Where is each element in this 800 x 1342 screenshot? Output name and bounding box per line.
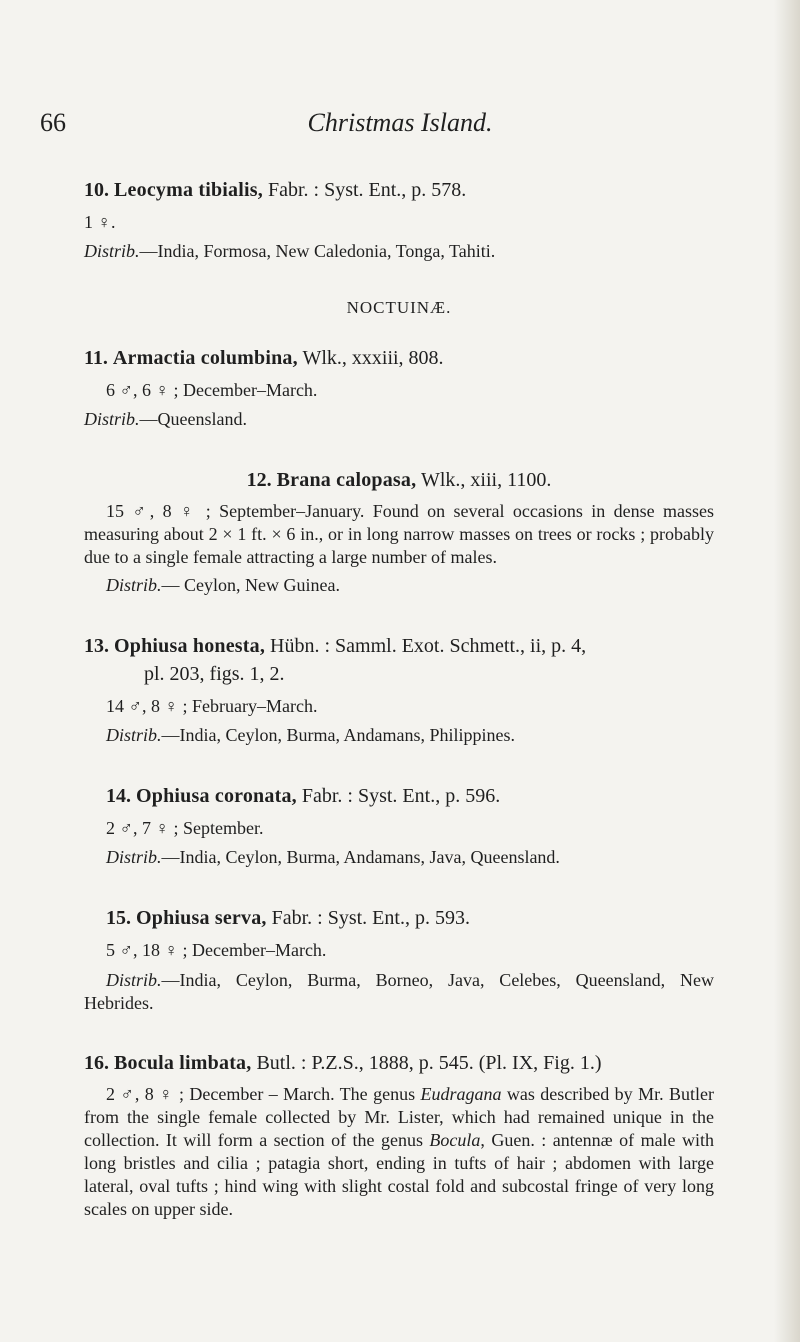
distrib-text: —India, Formosa, New Caledonia, Tonga, Tahiti. <box>139 241 496 261</box>
entry-number: 13. <box>84 635 109 657</box>
citation: Wlk., xiii, 1100. <box>420 469 552 491</box>
entry-number: 12. <box>246 469 272 491</box>
distribution-line <box>106 845 714 870</box>
page-edge-shadow <box>774 0 800 1342</box>
specimens-line: 2 ♂, 7 ♀ ; September. <box>106 818 264 838</box>
distrib-label: Distrib. <box>106 847 162 867</box>
species-name: Ophiusa serva, <box>136 907 267 929</box>
citation: Fabr. : Syst. Ent., p. 596. <box>301 785 501 807</box>
specimens-line: 14 ♂, 8 ♀ ; February–March. <box>106 696 318 716</box>
species-name: Armactia columbina, <box>112 347 298 369</box>
entry-15 <box>84 904 714 1015</box>
genus-name: Eudragana <box>420 1084 502 1104</box>
notes-text: was described by Mr. Butler from the single female collected by Mr. Lister, which had remained unique in the collection. It will form a section of the genus <box>84 1084 714 1150</box>
entry-16 <box>84 1049 714 1221</box>
citation: Butl. : P.Z.S., 1888, p. 545. (Pl. IX, Fig. 1.) <box>256 1052 602 1074</box>
entry-notes <box>84 1083 714 1221</box>
entry-number: 16. <box>84 1052 109 1074</box>
entry-11 <box>84 344 714 432</box>
entry-heading <box>84 344 714 372</box>
distrib-label: Distrib. <box>106 575 162 595</box>
entry-number: 11. <box>84 347 108 369</box>
distrib-text: —India, Ceylon, Burma, Borneo, Java, Celebes, Queensland, New Hebrides. <box>84 970 714 1013</box>
entry-14 <box>84 782 714 870</box>
species-name: Leocyma tibialis, <box>114 179 263 201</box>
distribution-line <box>106 723 714 748</box>
entry-number: 15. <box>106 907 131 929</box>
citation-continued: pl. 203, figs. 1, 2. <box>144 663 285 685</box>
genus-name: Bocula <box>429 1130 481 1150</box>
citation: Fabr. : Syst. Ent., p. 578. <box>267 179 467 201</box>
distrib-label: Distrib. <box>84 409 140 429</box>
entry-notes: 15 ♂, 8 ♀ ; September–January. Found on several occasions in dense masses measuring about 2 × 1 ft. × 6 in., or in long narrow masses on trees or rocks ; probably due to a single female attracting a large number of males. <box>84 501 714 567</box>
specimens-line: 1 ♀. <box>84 212 116 232</box>
distribution-line <box>84 239 714 264</box>
entry-heading <box>84 466 714 494</box>
citation: Fabr. : Syst. Ent., p. 593. <box>271 907 470 929</box>
distribution-line <box>84 969 714 1015</box>
distrib-text: —India, Ceylon, Burma, Andamans, Philippines. <box>161 725 515 745</box>
entry-number: 14. <box>106 785 131 807</box>
page-header <box>0 108 800 148</box>
distribution-line <box>84 407 714 432</box>
species-name: Ophiusa honesta, <box>114 635 266 657</box>
distrib-label: Distrib. <box>84 241 140 261</box>
citation: Wlk., xxxiii, 808. <box>302 347 444 369</box>
page-number: 66 <box>40 108 66 137</box>
notes-text: , Guen. : antennæ of male with long bristles and cilia ; patagia short, ending in tufts of hair ; abdomen with large lateral, oval tufts ; hind wing with slight costal fold and subcostal fringe of very long scales on upper side. <box>84 1130 714 1219</box>
distribution-line <box>106 573 714 598</box>
distrib-text: —Queensland. <box>139 409 247 429</box>
specimens-line: 6 ♂, 6 ♀ ; December–March. <box>106 380 318 400</box>
species-name: Ophiusa coronata, <box>136 785 297 807</box>
entry-heading <box>84 632 714 688</box>
entry-heading <box>84 176 714 204</box>
species-name: Brana calopasa, <box>276 469 417 491</box>
entry-12 <box>84 466 714 598</box>
entry-heading <box>84 1049 714 1077</box>
distrib-text: — Ceylon, New Guinea. <box>161 575 340 595</box>
entry-heading <box>84 782 714 810</box>
citation: Hübn. : Samml. Exot. Schmett., ii, p. 4, <box>270 635 587 657</box>
entry-heading <box>84 904 714 932</box>
notes-text: 2 ♂, 8 ♀ ; December – March. The genus <box>106 1084 421 1104</box>
entry-number: 10. <box>84 179 109 201</box>
running-title: Christmas Island. <box>307 108 493 137</box>
specimens-line: 5 ♂, 18 ♀ ; December–March. <box>106 940 327 960</box>
entry-13 <box>84 632 714 748</box>
species-name: Bocula limbata, <box>114 1052 252 1074</box>
entry-10 <box>84 176 714 264</box>
distrib-text: —India, Ceylon, Burma, Andamans, Java, Queensland. <box>161 847 560 867</box>
page-body <box>84 176 714 1221</box>
distrib-label: Distrib. <box>106 970 162 990</box>
distrib-label: Distrib. <box>106 725 162 745</box>
family-heading: NOCTUINÆ. <box>346 298 452 317</box>
